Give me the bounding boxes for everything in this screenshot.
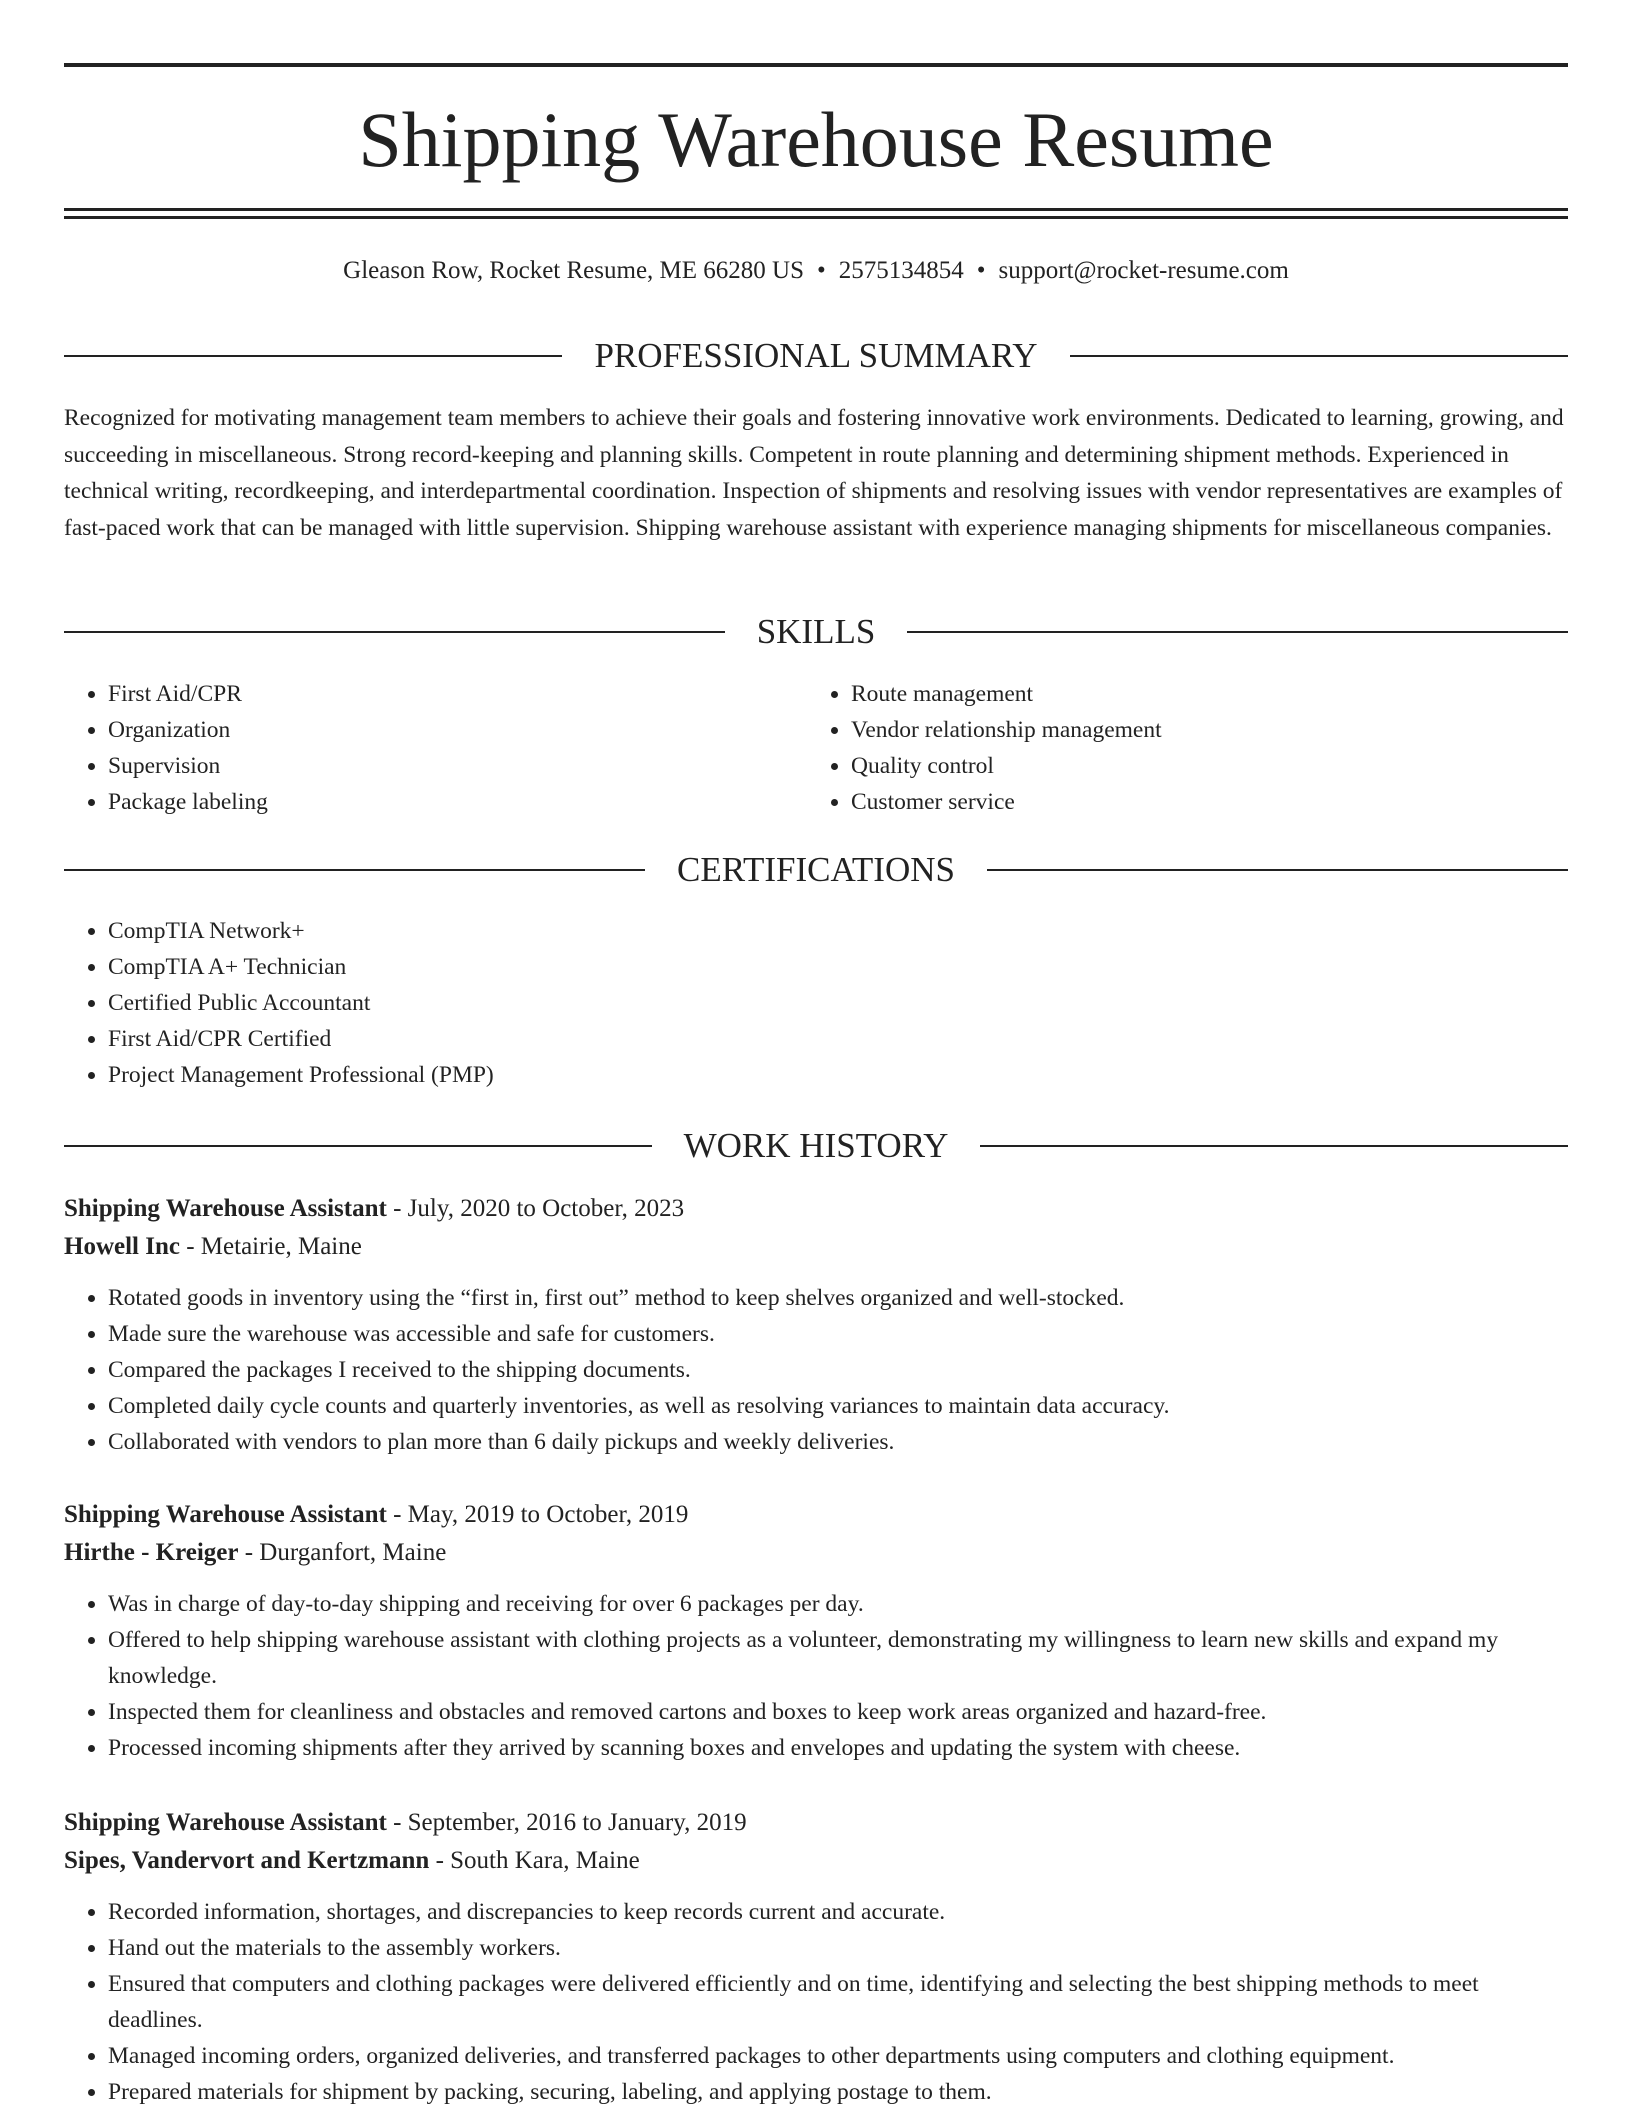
contact-phone: 2575134854 [838,257,964,284]
certification-item: • CompTIA Network+ [108,913,1568,949]
job-duty-item: • Made sure the warehouse was accessible and safe for customers. [108,1316,1568,1352]
skill-item: • First Aid/CPR [108,676,764,712]
section-title: SKILLS [756,612,876,651]
job-title-line: Shipping Warehouse Assistant - September, 2016 to January, 2019 [64,1809,747,1836]
job-title: Shipping Warehouse Assistant [64,1501,387,1528]
certification-item: • Project Management Professional (PMP) [108,1057,1568,1093]
skill-item: • Route management [851,676,1507,712]
section-title: WORK HISTORY [683,1126,949,1165]
job-duty-item: • Inspected them for cleanliness and obstacles and removed cartons and boxes to keep work areas organized and hazard-free. [108,1694,1568,1730]
title-double-rule-upper [64,208,1568,211]
job-duty-item: • Completed daily cycle counts and quarterly inventories, as well as resolving variances to maintain data accuracy. [108,1388,1568,1424]
skills-list-left [64,676,764,820]
job-duty-item: • Prepared materials for shipment by packing, securing, labeling, and applying postage to them. [108,2074,1568,2110]
job-company-line: Sipes, Vandervort and Kertzmann - South Kara, Maine [64,1847,640,1874]
contact-separator: • [976,257,986,284]
job-company: Howell Inc [64,1233,180,1260]
skill-item: • Package labeling [108,784,764,820]
job-location: South Kara, Maine [450,1847,640,1874]
job-duties-list [64,1280,1568,1460]
job-company: Sipes, Vandervort and Kertzmann [64,1847,430,1874]
heading-rule [907,631,1568,633]
section-heading-summary [64,334,1568,378]
section-title: CERTIFICATIONS [677,850,955,889]
job-duty-item: • Offered to help shipping warehouse assistant with clothing projects as a volunteer, demonstrating my willingness to learn new skills and expand my knowledge. [108,1622,1568,1694]
job-duty-item: • Was in charge of day-to-day shipping and receiving for over 6 packages per day. [108,1586,1568,1622]
heading-rule [64,631,725,633]
job-duty-item: • Collaborated with vendors to plan more than 6 daily pickups and weekly deliveries. [108,1424,1568,1460]
section-heading-skills [64,610,1568,654]
job-duties-list [64,1586,1568,1766]
job-duty-item: • Compared the packages I received to the shipping documents. [108,1352,1568,1388]
heading-rule [987,869,1568,871]
contact-email: support@rocket-resume.com [998,257,1289,284]
job-duty-item: • Hand out the materials to the assembly workers. [108,1930,1568,1966]
job-location: Metairie, Maine [200,1233,362,1260]
job-duty-item: • Processed incoming shipments after they arrived by scanning boxes and envelopes and updating the system with cheese. [108,1730,1568,1766]
job-title-line: Shipping Warehouse Assistant - July, 2020 to October, 2023 [64,1195,685,1222]
job-title-line: Shipping Warehouse Assistant - May, 2019 to October, 2019 [64,1501,689,1528]
certification-item: • First Aid/CPR Certified [108,1021,1568,1057]
certification-item: • CompTIA A+ Technician [108,949,1568,985]
section-title: PROFESSIONAL SUMMARY [594,336,1038,375]
top-rule [64,63,1568,67]
job-duty-item: • Rotated goods in inventory using the “first in, first out” method to keep shelves organized and well-stocked. [108,1280,1568,1316]
contact-separator: • [817,257,826,284]
job-entry [64,1190,1568,1460]
heading-rule [64,1145,652,1147]
skill-item: • Supervision [108,748,764,784]
job-entry [64,1804,1568,2110]
job-company: Hirthe - Kreiger [64,1539,239,1566]
job-dates: May, 2019 to October, 2019 [407,1501,689,1528]
heading-rule [1070,355,1568,357]
job-company-line: Hirthe - Kreiger - Durganfort, Maine [64,1539,447,1566]
job-dates: July, 2020 to October, 2023 [407,1195,685,1222]
contact-address: Gleason Row, Rocket Resume, ME 66280 US [343,257,804,284]
heading-rule [980,1145,1568,1147]
job-duty-item: • Recorded information, shortages, and discrepancies to keep records current and accurate. [108,1894,1568,1930]
skills-list-right [807,676,1507,820]
heading-rule [64,355,562,357]
skill-item: • Organization [108,712,764,748]
job-location: Durganfort, Maine [259,1539,447,1566]
job-entry [64,1496,1568,1766]
certifications-list [64,913,1568,1093]
job-duties-list [64,1894,1568,2110]
professional-summary-text: Recognized for motivating management team members to achieve their goals and fostering innovative work environments. Dedicated to learning, growing, and succeeding in miscellaneous. Strong record-keeping and planning skills. Competent in route planning and determining shipment methods. Experienced in technical writing, recordkeeping, and interdepartmental coordination. Inspection of shipments and resolving issues with vendor representatives are examples of fast-paced work that can be managed with little supervision. Shipping warehouse assistant with experience managing shipments for miscellaneous companies. [64,405,1564,541]
skills-column-left [64,676,764,820]
heading-rule [64,869,645,871]
section-heading-certifications [64,848,1568,892]
certification-item: • Certified Public Accountant [108,985,1568,1021]
job-duty-item: • Ensured that computers and clothing packages were delivered efficiently and on time, identifying and selecting the best shipping methods to meet deadlines. [108,1966,1568,2038]
skill-item: • Vendor relationship management [851,712,1507,748]
job-duty-item: • Managed incoming orders, organized deliveries, and transferred packages to other departments using computers and clothing equipment. [108,2038,1568,2074]
skill-item: • Customer service [851,784,1507,820]
job-title: Shipping Warehouse Assistant [64,1809,387,1836]
section-heading-work-history [64,1124,1568,1168]
title-double-rule-lower [64,216,1568,219]
job-dates: September, 2016 to January, 2019 [407,1809,747,1836]
job-title: Shipping Warehouse Assistant [64,1195,387,1222]
skill-item: • Quality control [851,748,1507,784]
certifications-block [64,913,1568,1093]
job-company-line: Howell Inc - Metairie, Maine [64,1233,362,1260]
resume-title: Shipping Warehouse Resume [358,96,1274,183]
contact-line [64,254,1568,288]
skills-column-right [807,676,1507,820]
